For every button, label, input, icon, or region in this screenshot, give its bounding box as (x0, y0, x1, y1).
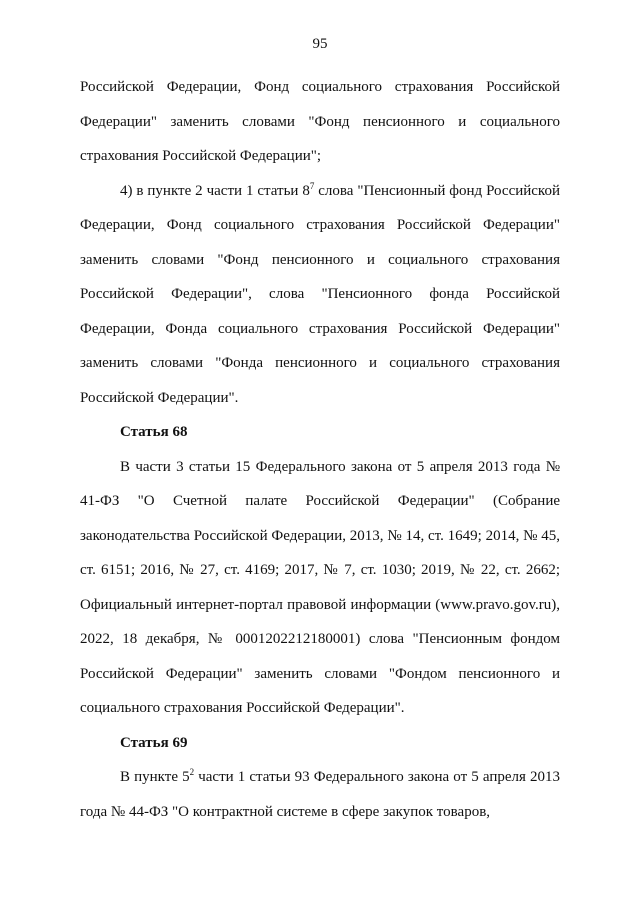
paragraph-continuation: Российской Федерации, Фонд социального страхования Российской Федерации" заменить словами "Фонд пенсионного и социального страхования Российской Федерации"; (80, 79, 560, 164)
article-69-text-start: В пункте 5 (120, 769, 190, 785)
document-body (80, 70, 560, 829)
article-69-title: Статья 69 (120, 734, 188, 751)
page-number: 95 (312, 36, 328, 52)
superscript-2: 2 (189, 767, 195, 777)
paragraph-item-4-rest: слова "Пенсионный фонд Российской Федерации, Фонд социального страхования Российской Федерации" заменить словами "Фонд пенсионного и социального страхования Российской Федерации", слова "Пенсионного фонда Российской Федерации, Фонда социального страхования Российской Федерации" заменить словами "Фонда пенсионного и социального страхования Российской Федерации". (80, 182, 560, 406)
paragraph-item-4 (80, 174, 560, 416)
article-69-text-rest: части 1 статьи 93 Федерального закона от 5 апреля 2013 года № 44-ФЗ "О контрактной системе в сфере закупок товаров, (80, 769, 561, 820)
article-68-title: Статья 68 (120, 424, 188, 440)
superscript-7: 7 (309, 180, 315, 191)
article-69-text (80, 760, 560, 829)
paragraph-item-4-start: 4) в пункте 2 части 1 статьи 8 (120, 182, 310, 199)
article-68-text: В части 3 статьи 15 Федерального закона от 5 апреля 2013 года № 41-ФЗ "О Счетной палате Российской Федерации" (Собрание законодательства Российской Федерации, 2013, № 14, ст. 1649; 2014, № 45, ст. 6151; 2016, № 27, ст. 4169; 2017, № 7, ст. 1030; 2019, № 22, ст. 2662; Официальный интернет-портал правовой информации (www.pravo.gov.ru), 2022, 18 декабря, № 0001202212180001) слова "Пенсионным фондом Российской Федерации" заменить словами "Фондом пенсионного и социального страхования Российской Федерации". (80, 458, 560, 716)
